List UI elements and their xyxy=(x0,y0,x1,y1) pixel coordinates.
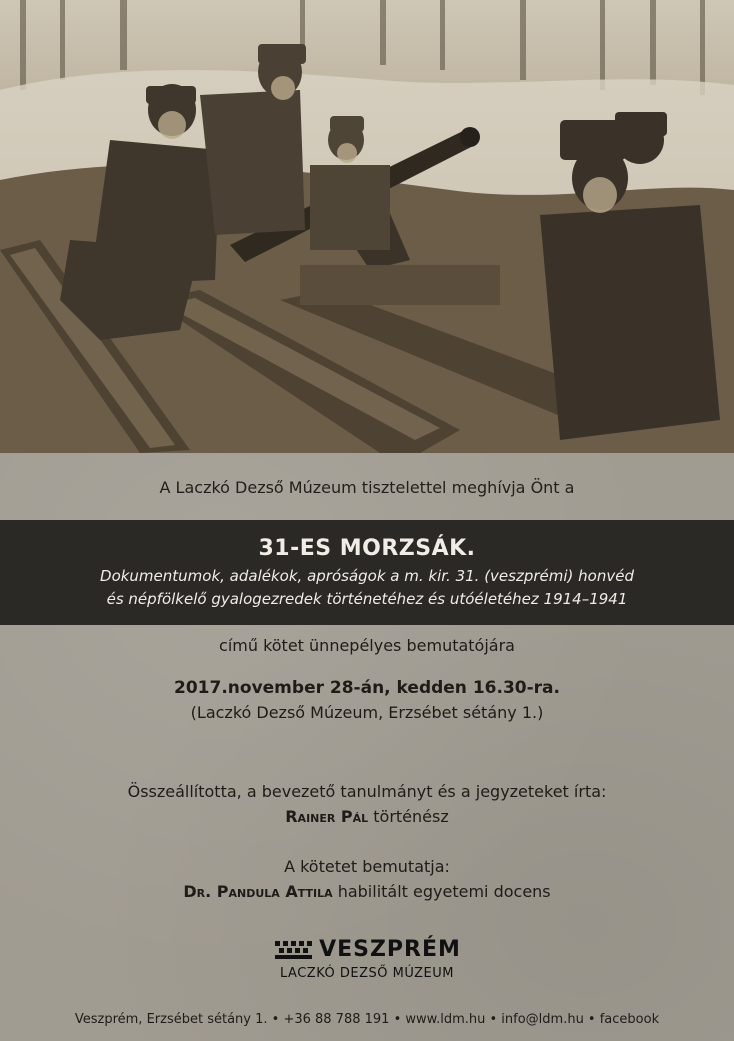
presentation-line: című kötet ünnepélyes bemutatójára xyxy=(219,636,515,655)
presenter-name: Dr. Pandula Attila xyxy=(183,882,333,901)
museum-logo xyxy=(0,937,734,981)
footer-contact: Veszprém, Erzsébet sétány 1. • +36 88 788 191 • www.ldm.hu • info@ldm.hu • facebook xyxy=(74,1012,660,1027)
presenter-line: A kötetet bemutatja: xyxy=(284,857,450,876)
book-subtitle xyxy=(0,565,734,611)
event-location: (Laczkó Dezső Múzeum, Erzsébet sétány 1.) xyxy=(190,703,544,722)
crown-icon xyxy=(273,939,313,961)
presenter-credit xyxy=(0,882,734,901)
presenter-role: habilitált egyetemi docens xyxy=(337,882,551,901)
title-band xyxy=(0,520,734,625)
book-subtitle-line-1: Dokumentumok, adalékok, apróságok a m. kir. 31. (veszprémi) honvéd xyxy=(100,567,634,585)
compiler-name: Rainer Pál xyxy=(285,807,369,826)
compiled-by-line: Összeállította, a bevezető tanulmányt és a jegyzeteket írta: xyxy=(127,782,607,801)
compiler-role: történész xyxy=(373,807,449,826)
compiler-credit xyxy=(0,807,734,826)
book-title: 31-ES MORZSÁK. xyxy=(258,536,476,561)
logo-wordmark: VESZPRÉM xyxy=(319,937,461,962)
historical-photo xyxy=(0,0,734,453)
logo-subtitle: LACZKÓ DEZSŐ MÚZEUM xyxy=(280,965,454,981)
book-subtitle-line-2: és népfölkelő gyalogezredek történetéhez és utóéletéhez 1914–1941 xyxy=(106,590,628,608)
event-datetime: 2017.november 28-án, kedden 16.30-ra. xyxy=(174,678,560,698)
invitation-line: A Laczkó Dezső Múzeum tisztelettel meghívja Önt a xyxy=(159,478,575,497)
soldiers-with-trench-mortar-image xyxy=(0,0,734,453)
